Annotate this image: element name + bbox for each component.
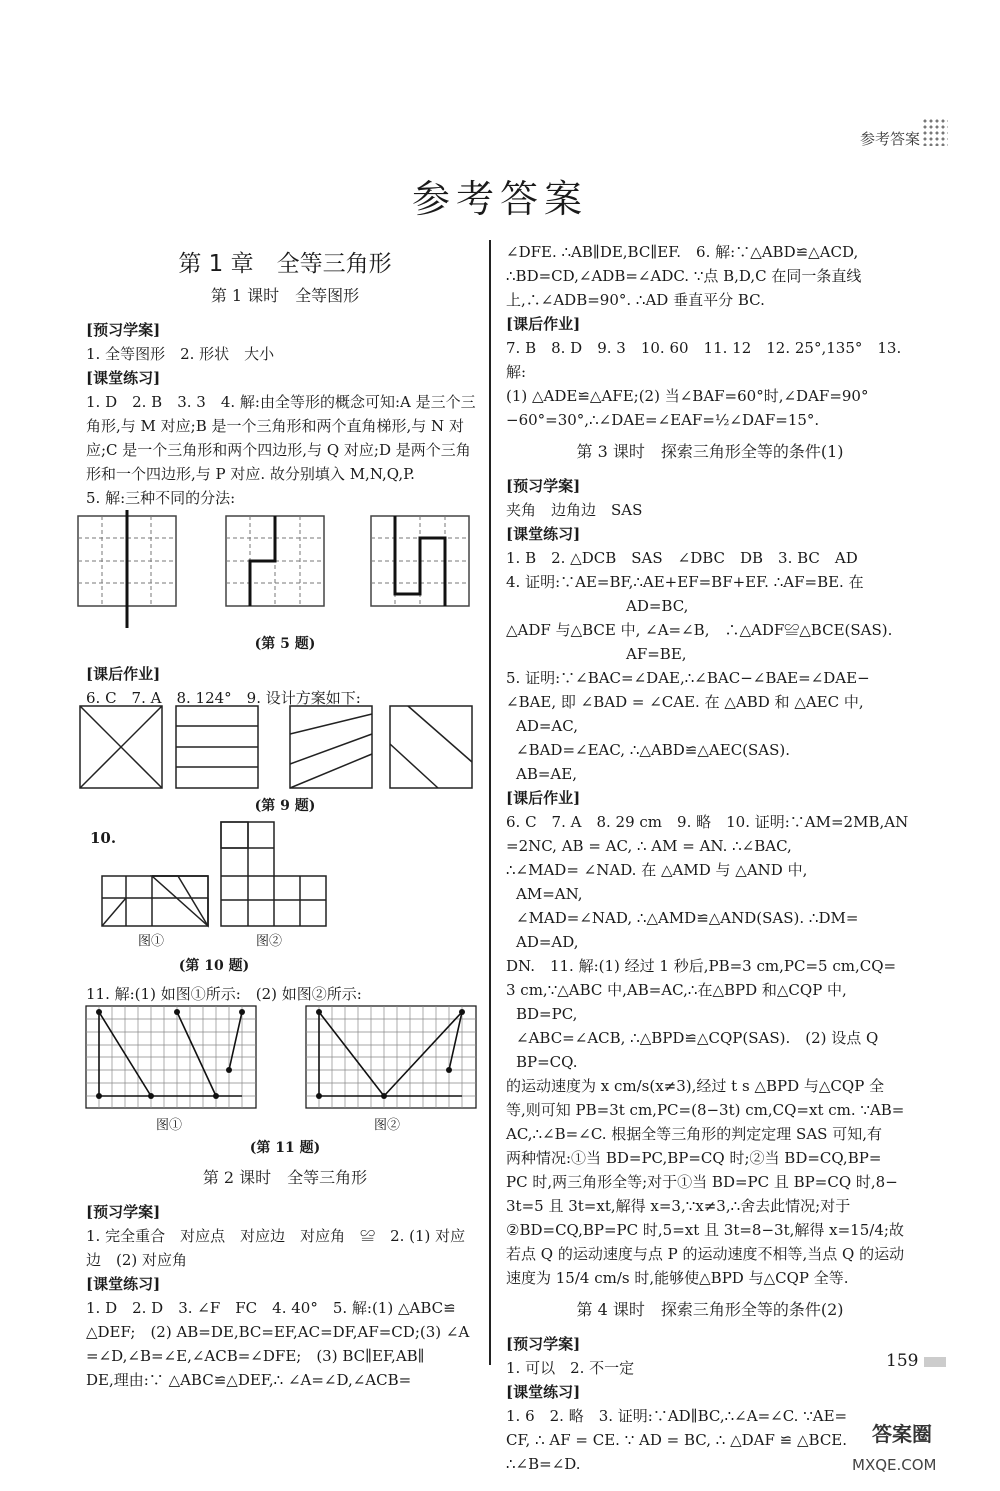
answer-line: 3 cm,∵△ABC 中,AB=AC,∴在△BPD 和△CQP 中, <box>506 981 847 999</box>
section-label: [课堂练习] <box>86 369 161 387</box>
answer-line: 等,则可知 PB=3t cm,PC=(8−3t) cm,CQ=xt cm. ∵AB= <box>506 1101 905 1119</box>
lesson-heading: 第 3 课时 探索三角形全等的条件(1) <box>576 442 844 461</box>
answer-line: ∴∠MAD= ∠NAD. 在 △AMD 与 △AND 中, <box>506 861 808 879</box>
answer-line: 5. 证明:∵∠BAC=∠DAE,∴∠BAC−∠BAE=∠DAE− <box>506 669 870 687</box>
section-label: [预习学案] <box>86 1203 161 1221</box>
figure-5-grids <box>76 510 486 630</box>
answer-line: BD=PC, <box>516 1005 578 1023</box>
answer-line: 6. C 7. A 8. 29 cm 9. 略 10. 证明:∵AM=2MB,AN <box>506 813 909 831</box>
answer-line: BP=CQ. <box>516 1053 578 1071</box>
answer-line: △ADF 与△BCE 中, ∠A=∠B, ∴△ADF≌△BCE(SAS). <box>506 621 893 639</box>
column-divider <box>489 240 491 1365</box>
figure-caption: (第 5 题) <box>254 636 316 652</box>
answer-line: 1. 6 2. 略 3. 证明:∵AD∥BC,∴∠A=∠C. ∵AE= <box>506 1407 848 1425</box>
answer-line: 的运动速度为 x cm/s(x≠3),经过 t s △BPD 与△CQP 全 <box>506 1077 885 1095</box>
answer-line: =2NC, AB = AC, ∴ AM = AN. ∴∠BAC, <box>506 837 792 855</box>
answer-line: 边 (2) 对应角 <box>86 1251 188 1269</box>
answer-line: ∠BAD=∠EAC, ∴△ABD≌△AEC(SAS). <box>516 741 791 759</box>
answer-line: AD=AC, <box>516 717 578 735</box>
answer-line: AM=AN, <box>516 885 583 903</box>
figure-10-shapes <box>96 820 336 940</box>
figure-label: 图② <box>374 1118 401 1133</box>
answer-line: 上,∴∠ADB=90°. ∴AD 垂直平分 BC. <box>506 291 765 309</box>
answer-line: 夹角 边角边 SAS <box>506 501 643 519</box>
figure-label: 图② <box>256 934 283 949</box>
answer-line: 11. 解:(1) 如图①所示: (2) 如图②所示: <box>86 985 362 1003</box>
answer-line: AC,∴∠B=∠C. 根据全等三角形的判定定理 SAS 可知,有 <box>506 1125 882 1143</box>
figure-caption: (第 10 题) <box>178 958 250 974</box>
answer-line: CF, ∴ AF = CE. ∵ AD = BC, ∴ △DAF ≌ △BCE. <box>506 1431 848 1449</box>
lesson-heading: 第 1 课时 全等图形 <box>210 286 360 305</box>
answer-line: △DEF; (2) AB=DE,BC=EF,AC=DF,AF=CD;(3) ∠A <box>86 1323 470 1341</box>
answer-line: 应;C 是一个三角形和两个四边形,与 Q 对应;D 是两个三角 <box>86 441 471 459</box>
answer-line: −60°=30°,∴∠DAE=∠EAF=½∠DAF=15°. <box>506 411 820 429</box>
left-column-part2 <box>86 662 484 710</box>
answer-line: ∠DFE. ∴AB∥DE,BC∥EF. 6. 解:∵△ABD≌△ACD, <box>506 243 859 261</box>
answer-line: 4. 证明:∵AE=BF,∴AE+EF=BF+EF. ∴AF=BE. 在 <box>506 573 864 591</box>
section-label: [课后作业] <box>506 789 581 807</box>
answer-line: DE,理由:∵ △ABC≌△DEF,∴ ∠A=∠D,∠ACB= <box>86 1371 412 1389</box>
answer-line: ∴BD=CD,∠ADB=∠ADC. ∵点 B,D,C 在同一条直线 <box>506 267 862 285</box>
answer-line: 两种情况:①当 BD=PC,BP=CQ 时;②当 BD=CQ,BP= <box>506 1149 882 1167</box>
right-column <box>506 240 914 1476</box>
page-number: 159 <box>886 1351 919 1371</box>
section-label: [课后作业] <box>506 315 581 333</box>
answer-line: AB=AE, <box>516 765 577 783</box>
figure-9-designs <box>78 704 486 792</box>
section-label: [课后作业] <box>86 665 161 683</box>
figure-label: 图① <box>156 1118 183 1133</box>
section-label: [预习学案] <box>506 477 581 495</box>
section-label: [课堂练习] <box>86 1275 161 1293</box>
answer-line: 角形,与 M 对应;B 是一个三角形和两个直角梯形,与 N 对 <box>86 417 464 435</box>
running-header: 参考答案 <box>859 130 920 148</box>
answer-line: 1. 全等图形 2. 形状 大小 <box>86 345 275 363</box>
left-column <box>86 240 484 510</box>
section-label: [预习学案] <box>506 1335 581 1353</box>
question-number: 10. <box>90 829 117 847</box>
answer-line: 形和一个四边形,与 P 对应. 故分别填入 M,N,Q,P. <box>86 465 415 483</box>
left-column-part3 <box>86 1158 484 1392</box>
watermark-url: MXQE.COM <box>852 1456 937 1474</box>
answer-line: 1. D 2. B 3. 3 4. 解:由全等形的概念可知:A 是三个三 <box>86 393 476 411</box>
answer-line: AF=BE, <box>626 645 687 663</box>
watermark-logo: 答案圈 <box>872 1422 932 1446</box>
figure-label: 图① <box>138 934 165 949</box>
lesson-heading: 第 4 课时 探索三角形全等的条件(2) <box>576 1300 844 1319</box>
answer-line: 1. B 2. △DCB SAS ∠DBC DB 3. BC AD <box>506 549 858 567</box>
answer-line: ∠BAE, 即 ∠BAD = ∠CAE. 在 △ABD 和 △AEC 中, <box>506 693 864 711</box>
answer-line: ∴∠B=∠D. <box>506 1455 581 1473</box>
page-title: 参考答案 <box>411 177 588 221</box>
answer-line: ②BD=CQ,BP=PC 时,5=xt 且 3t=8−3t,解得 x=15/4;故 <box>506 1221 904 1239</box>
chapter-heading: 第 1 章 全等三角形 <box>178 251 392 277</box>
figure-caption: (第 9 题) <box>254 798 316 814</box>
answer-line: 速度为 15/4 cm/s 时,能够使△BPD 与△CQP 全等. <box>506 1269 849 1287</box>
section-label: [课堂练习] <box>506 1383 581 1401</box>
answer-line: 6. C 7. A 8. 124° 9. 设计方案如下: <box>86 689 361 707</box>
answer-line: 7. B 8. D 9. 3 10. 60 11. 12 12. 25°,135° 13. 解: <box>506 339 902 381</box>
answer-line: 1. 可以 2. 不一定 <box>506 1359 635 1377</box>
figure-11-grids <box>82 1004 482 1114</box>
section-label: [课堂练习] <box>506 525 581 543</box>
answer-line: AD=BC, <box>626 597 689 615</box>
answer-line: ∠ABC=∠ACB, ∴△BPD≌△CQP(SAS). (2) 设点 Q <box>516 1029 879 1047</box>
answer-line: 1. D 2. D 3. ∠F FC 4. 40° 5. 解:(1) △ABC≌ <box>86 1299 456 1317</box>
answer-line: PC 时,两三角形全等;对于①当 BD=PC 且 BP=CQ 时,8− <box>506 1173 898 1191</box>
lesson-heading: 第 2 课时 全等三角形 <box>202 1168 368 1187</box>
page-number-bar <box>924 1357 946 1367</box>
section-label: [预习学案] <box>86 321 161 339</box>
answer-line: 1. 完全重合 对应点 对应边 对应角 ≌ 2. (1) 对应 <box>86 1227 466 1245</box>
answer-line: =∠D,∠B=∠E,∠ACB=∠DFE; (3) BC∥EF,AB∥ <box>86 1347 425 1365</box>
header-dots-decoration <box>922 118 948 146</box>
answer-line: ∠MAD=∠NAD, ∴△AMD≌△AND(SAS). ∴DM= <box>516 909 859 927</box>
answer-line: (1) △ADE≌△AFE;(2) 当∠BAF=60°时,∠DAF=90° <box>506 387 869 405</box>
answer-line: DN. 11. 解:(1) 经过 1 秒后,PB=3 cm,PC=5 cm,CQ= <box>506 957 897 975</box>
answer-line: 5. 解:三种不同的分法: <box>86 489 236 507</box>
figure-caption: (第 11 题) <box>249 1140 321 1156</box>
answer-line: AD=AD, <box>516 933 579 951</box>
answer-line: 3t=5 且 3t=xt,解得 x=3,∵x≠3,∴舍去此情况;对于 <box>506 1197 851 1215</box>
answer-line: 若点 Q 的运动速度与点 P 的运动速度不相等,当点 Q 的运动 <box>506 1245 905 1263</box>
